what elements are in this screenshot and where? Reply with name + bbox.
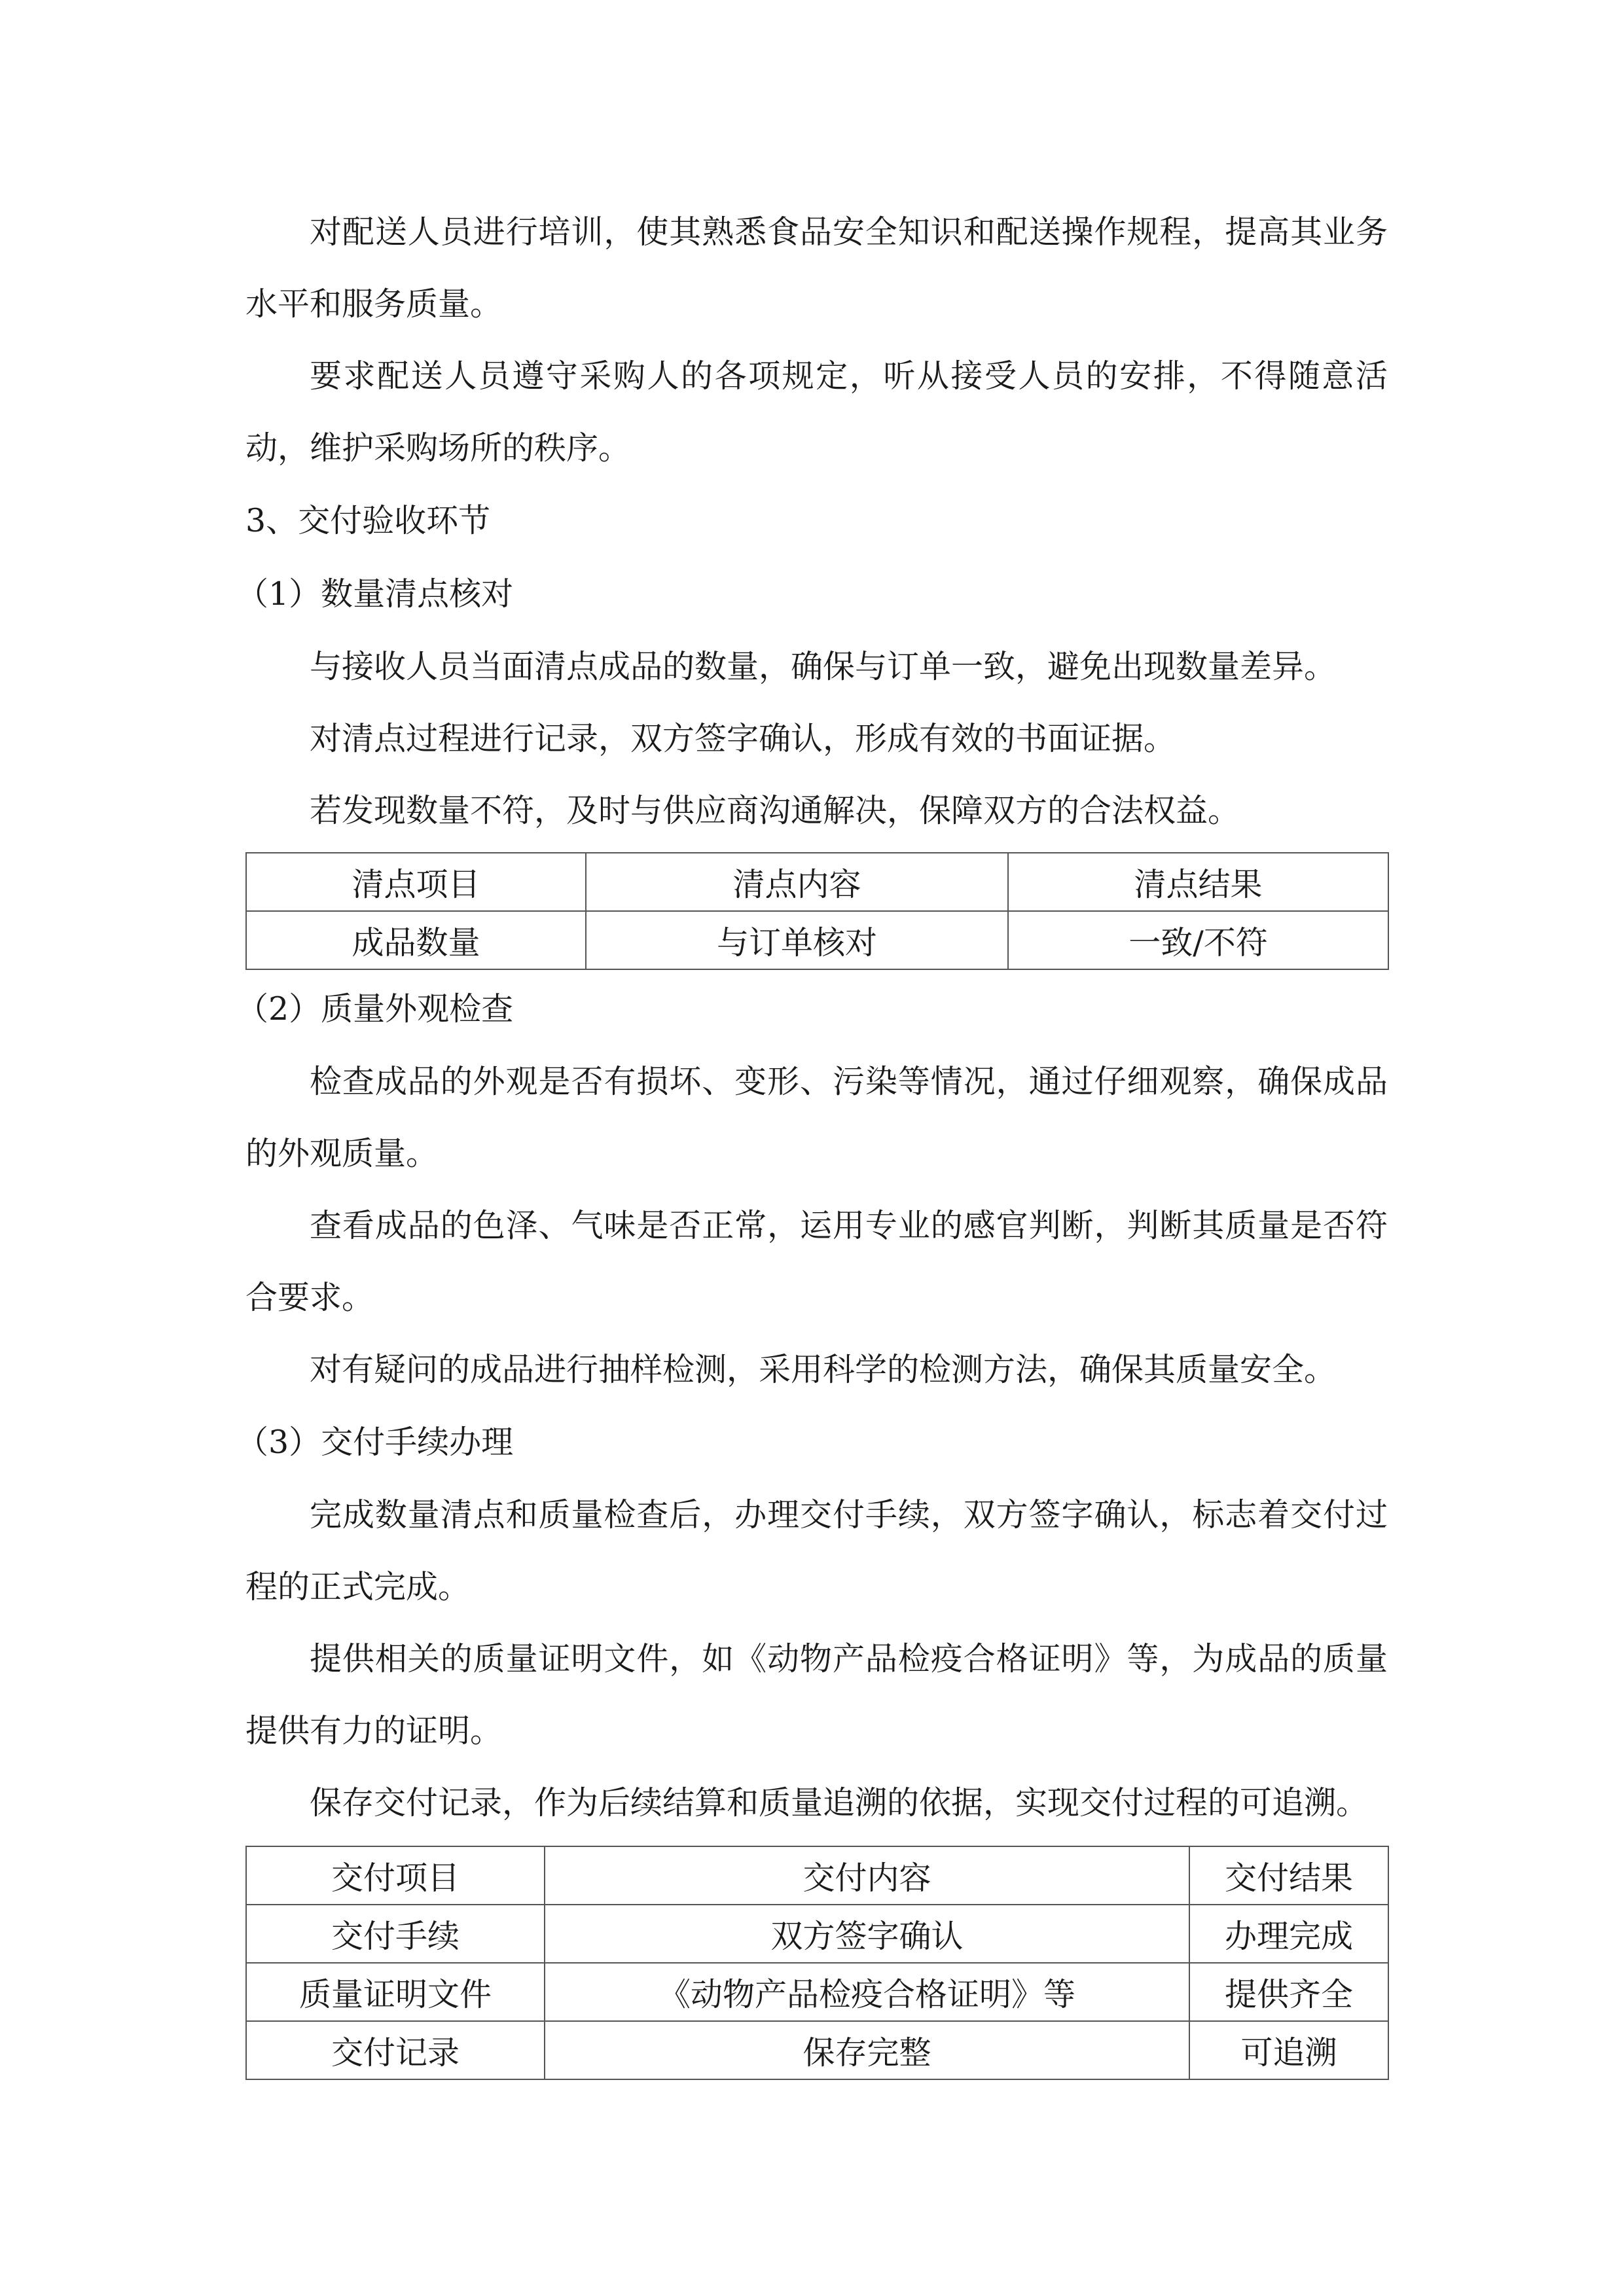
table-cell: 成品数量 [246,911,586,969]
table-header-cell: 交付内容 [545,1846,1189,1905]
subsection-heading-delivery-procedures: （3）交付手续办理 [236,1424,514,1461]
paragraph-rules: 要求配送人员遵守采购人的各项规定，听从接受人员的安排，不得随意活动，维护采购场所的秩序。 [245,357,1388,467]
paragraph-training: 对配送人员进行培训，使其熟悉食品安全知识和配送操作规程，提高其业务水平和服务质量。 [245,213,1388,323]
table-cell: 与订单核对 [586,911,1008,969]
table-header-row [246,1846,1388,1905]
delivery-procedures-table [245,1846,1389,2080]
table-cell: 提供齐全 [1189,1963,1388,2021]
document-page [236,196,1388,2080]
table-header-cell: 交付项目 [246,1846,545,1905]
paragraph-quantity-1: 与接收人员当面清点成品的数量，确保与订单一致，避免出现数量差异。 [310,648,1337,685]
table-cell: 质量证明文件 [246,1963,545,2021]
subsection-heading-quality-inspection: （2）质量外观检查 [236,990,514,1028]
quantity-check-table [245,852,1389,970]
paragraph-delivery-2: 提供相关的质量证明文件，如《动物产品检疫合格证明》等，为成品的质量提供有力的证明。 [245,1640,1388,1749]
subsection-heading-quantity-check: （1）数量清点核对 [236,575,514,613]
table-header-cell: 清点内容 [586,853,1008,911]
table-cell: 《动物产品检疫合格证明》等 [545,1963,1189,2021]
paragraph-quantity-2: 对清点过程进行记录，双方签字确认，形成有效的书面证据。 [310,720,1176,757]
table-row [246,2021,1388,2079]
table-cell: 可追溯 [1189,2021,1388,2079]
paragraph-delivery-3: 保存交付记录，作为后续结算和质量追溯的依据，实现交付过程的可追溯。 [310,1784,1369,1821]
table-cell: 保存完整 [545,2021,1189,2079]
table-header-cell: 清点结果 [1008,853,1388,911]
table-cell: 一致/不符 [1008,911,1388,969]
table-header-cell: 清点项目 [246,853,586,911]
table-row [246,1963,1388,2021]
paragraph-quality-2: 查看成品的色泽、气味是否正常，运用专业的感官判断，判断其质量是否符合要求。 [245,1207,1388,1316]
table-header-cell: 交付结果 [1189,1846,1388,1905]
table-row [246,911,1388,969]
paragraph-quality-3: 对有疑问的成品进行抽样检测，采用科学的检测方法，确保其质量安全。 [310,1351,1337,1388]
table-cell: 交付记录 [246,2021,545,2079]
paragraph-quantity-3: 若发现数量不符，及时与供应商沟通解决，保障双方的合法权益。 [310,792,1240,829]
table-cell: 交付手续 [246,1905,545,1963]
paragraph-quality-1: 检查成品的外观是否有损坏、变形、污染等情况，通过仔细观察，确保成品的外观质量。 [245,1063,1388,1172]
paragraph-delivery-1: 完成数量清点和质量检查后，办理交付手续，双方签字确认，标志着交付过程的正式完成。 [245,1496,1388,1605]
table-row [246,1905,1388,1963]
section-heading-delivery-acceptance: 3、交付验收环节 [245,502,491,539]
table-cell: 办理完成 [1189,1905,1388,1963]
table-header-row [246,853,1388,911]
table-cell: 双方签字确认 [545,1905,1189,1963]
